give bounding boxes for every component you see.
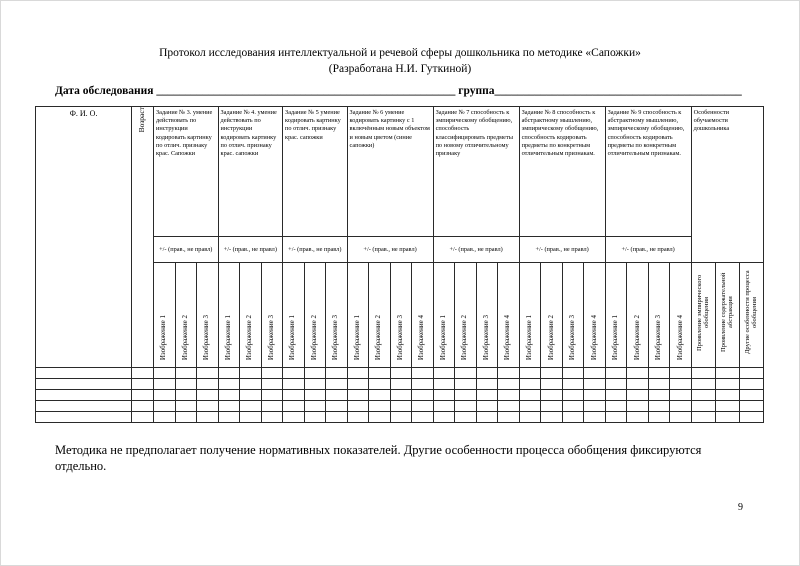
empty-cell xyxy=(412,379,434,390)
empty-cell xyxy=(218,412,240,423)
header-row xyxy=(36,107,764,237)
image-label: Изображение 2 xyxy=(632,314,641,360)
empty-cell xyxy=(175,379,197,390)
empty-cell xyxy=(498,390,520,401)
image-label-cell xyxy=(347,263,369,368)
empty-cell xyxy=(154,412,176,423)
empty-cell xyxy=(154,368,176,379)
empty-cell xyxy=(36,368,132,379)
empty-cell xyxy=(412,401,434,412)
empty-cell xyxy=(36,379,132,390)
empty-data-row xyxy=(36,412,764,423)
image-label: Изображение 1 xyxy=(525,314,533,360)
empty-cell xyxy=(132,379,154,390)
image-label-cell xyxy=(433,263,455,368)
empty-cell xyxy=(648,390,670,401)
empty-cell xyxy=(36,401,132,412)
empty-data-row xyxy=(36,379,764,390)
empty-cell xyxy=(627,379,649,390)
empty-cell xyxy=(240,379,262,390)
empty-cell xyxy=(197,379,219,390)
empty-cell xyxy=(283,390,305,401)
empty-cell xyxy=(283,379,305,390)
empty-cell xyxy=(132,368,154,379)
empty-cell xyxy=(498,379,520,390)
page-subtitle: (Разработана Н.И. Гуткиной) xyxy=(328,63,472,75)
empty-cell xyxy=(562,390,584,401)
empty-cell xyxy=(347,390,369,401)
group-blank-line: ___________________________________________ xyxy=(494,85,742,97)
empty-cell xyxy=(390,412,412,423)
empty-cell xyxy=(584,412,606,423)
image-label: Изображение 3 xyxy=(568,314,576,360)
empty-cell xyxy=(541,390,563,401)
empty-cell xyxy=(240,390,262,401)
image-label: Изображение 1 xyxy=(438,314,447,360)
age-header-cell xyxy=(132,107,154,368)
empty-cell xyxy=(283,412,305,423)
empty-cell xyxy=(691,401,715,412)
empty-cell xyxy=(132,412,154,423)
empty-cell xyxy=(541,412,563,423)
empty-cell xyxy=(584,390,606,401)
image-label: Изображение 3 xyxy=(395,314,404,360)
empty-cell xyxy=(715,379,739,390)
empty-cell xyxy=(390,368,412,379)
empty-cell xyxy=(412,368,434,379)
image-label: Изображение 2 xyxy=(180,314,189,360)
empty-cell xyxy=(691,379,715,390)
empty-cell xyxy=(175,390,197,401)
image-label: Изображение 2 xyxy=(374,314,383,360)
empty-cell xyxy=(739,401,763,412)
empty-cell xyxy=(304,412,326,423)
empty-cell xyxy=(261,390,283,401)
empty-cell xyxy=(605,401,627,412)
empty-cell xyxy=(433,390,455,401)
plusminus-cell-task-9: +/- (прав., не правл) xyxy=(605,237,691,263)
empty-cell xyxy=(739,368,763,379)
empty-cell xyxy=(519,412,541,423)
image-label: Изображение 3 xyxy=(266,314,275,360)
image-label: Изображение 1 xyxy=(223,314,232,360)
protocol-table-body xyxy=(36,107,764,423)
image-label-cell xyxy=(283,263,305,368)
empty-cell xyxy=(326,390,348,401)
empty-cell xyxy=(304,379,326,390)
empty-cell xyxy=(627,368,649,379)
empty-cell xyxy=(283,401,305,412)
empty-cell xyxy=(648,401,670,412)
feature-column-label: Проявление содержательной абстракции xyxy=(720,272,735,353)
empty-cell xyxy=(670,379,692,390)
plusminus-cell-task-5: +/- (прав., не правл) xyxy=(283,237,348,263)
image-label-cell xyxy=(154,263,176,368)
group-label: группа xyxy=(455,85,495,97)
image-label: Изображение 4 xyxy=(675,314,684,360)
empty-cell xyxy=(627,401,649,412)
empty-cell xyxy=(390,401,412,412)
image-label: Изображение 1 xyxy=(159,314,168,360)
empty-cell xyxy=(455,390,477,401)
image-label: Изображение 2 xyxy=(309,314,318,360)
image-label: Изображение 2 xyxy=(245,314,254,360)
image-label-cell xyxy=(627,263,649,368)
image-label-cell xyxy=(541,263,563,368)
empty-cell xyxy=(197,412,219,423)
empty-cell xyxy=(605,412,627,423)
empty-cell xyxy=(132,401,154,412)
empty-cell xyxy=(347,379,369,390)
task-4-label: Задание № 4. умение действовать по инструкции кодировать картинку по отлич. признаку крас. сапожки xyxy=(220,109,277,157)
image-label: Изображение 4 xyxy=(417,314,426,360)
fio-header-label: Ф. И. О. xyxy=(69,109,98,118)
empty-cell xyxy=(691,368,715,379)
date-group-line xyxy=(55,85,775,97)
footer-note: Методика не предполагает получение нормативных показателей. Другие особенности процесса обобщения фиксируются отдельно. xyxy=(55,443,702,474)
empty-cell xyxy=(455,379,477,390)
image-label: Изображение 2 xyxy=(460,314,469,360)
empty-cell xyxy=(476,390,498,401)
image-label-cell xyxy=(412,263,434,368)
empty-cell xyxy=(476,401,498,412)
date-label: Дата обследования xyxy=(55,85,154,97)
task-6-header-cell xyxy=(347,107,433,237)
image-label-cell xyxy=(197,263,219,368)
image-label-cell xyxy=(498,263,520,368)
image-label-cell xyxy=(562,263,584,368)
empty-cell xyxy=(433,379,455,390)
empty-cell xyxy=(541,368,563,379)
empty-cell xyxy=(519,401,541,412)
task-7-header-cell xyxy=(433,107,519,237)
empty-cell xyxy=(218,401,240,412)
empty-cell xyxy=(218,368,240,379)
empty-cell xyxy=(739,390,763,401)
protocol-table xyxy=(35,106,764,423)
empty-data-row xyxy=(36,368,764,379)
empty-cell xyxy=(175,368,197,379)
empty-cell xyxy=(412,412,434,423)
image-label-cell xyxy=(304,263,326,368)
empty-cell xyxy=(455,401,477,412)
empty-cell xyxy=(433,401,455,412)
empty-cell xyxy=(670,368,692,379)
image-label: Изображение 3 xyxy=(202,314,211,360)
empty-cell xyxy=(240,401,262,412)
plusminus-cell-task-3: +/- (прав., не правл) xyxy=(154,237,219,263)
empty-cell xyxy=(369,368,391,379)
task-8-label: Задание № 8 способность к абстрактному мышлению, эмпирическому обобщению, способность кодировать предметы по конкретным отличительным признакам. xyxy=(521,109,599,157)
empty-cell xyxy=(648,412,670,423)
empty-cell xyxy=(390,390,412,401)
empty-cell xyxy=(562,412,584,423)
empty-cell xyxy=(584,379,606,390)
empty-cell xyxy=(261,368,283,379)
task-4-header-cell xyxy=(218,107,283,237)
empty-data-row xyxy=(36,401,764,412)
empty-cell xyxy=(218,379,240,390)
image-label: Изображение 1 xyxy=(352,314,361,360)
empty-cell xyxy=(175,401,197,412)
empty-cell xyxy=(283,368,305,379)
empty-cell xyxy=(240,412,262,423)
empty-cell xyxy=(498,401,520,412)
empty-cell xyxy=(326,368,348,379)
empty-cell xyxy=(715,412,739,423)
image-label-cell xyxy=(519,263,541,368)
page-number: 9 xyxy=(738,502,743,513)
task-5-header-cell xyxy=(283,107,348,237)
task-7-label: Задание № 7 способность к эмпирическому обобщению, способность классифицировать предметы по новому отличительному признаку xyxy=(435,109,513,157)
empty-cell xyxy=(175,412,197,423)
empty-cell xyxy=(541,401,563,412)
image-label-cell xyxy=(390,263,412,368)
plusminus-cell-task-4: +/- (прав., не правл) xyxy=(218,237,283,263)
empty-cell xyxy=(715,390,739,401)
feature-column-cell xyxy=(691,263,715,368)
empty-cell xyxy=(154,379,176,390)
empty-cell xyxy=(197,368,219,379)
image-label: Изображение 4 xyxy=(589,314,598,360)
image-label: Изображение 3 xyxy=(331,314,340,360)
task-3-header-cell xyxy=(154,107,219,237)
empty-cell xyxy=(519,390,541,401)
empty-cell xyxy=(326,379,348,390)
empty-cell xyxy=(739,379,763,390)
empty-cell xyxy=(326,401,348,412)
empty-cell xyxy=(304,390,326,401)
empty-cell xyxy=(519,379,541,390)
page-title: Протокол исследования интеллектуальной и речевой сферы дошкольника по методике «Сапожки» xyxy=(159,47,641,59)
feature-column-label: Другие особенности процесса обобщения xyxy=(744,270,759,355)
image-label: Изображение 4 xyxy=(503,314,512,360)
empty-cell xyxy=(648,379,670,390)
empty-cell xyxy=(261,412,283,423)
plusminus-cell-task-7: +/- (прав., не правл) xyxy=(433,237,519,263)
empty-cell xyxy=(261,379,283,390)
empty-cell xyxy=(605,368,627,379)
empty-cell xyxy=(369,379,391,390)
image-label: Изображение 1 xyxy=(611,314,620,360)
empty-cell xyxy=(584,368,606,379)
task-3-label: Задание № 3. умение действовать по инструкции кодировать картинку по отлич. признаку крас. Сапожки xyxy=(156,109,213,157)
empty-cell xyxy=(498,412,520,423)
image-label: Изображение 3 xyxy=(481,314,490,360)
task-9-header-cell xyxy=(605,107,691,237)
empty-cell xyxy=(304,401,326,412)
image-label-cell xyxy=(455,263,477,368)
empty-cell xyxy=(498,368,520,379)
date-blank-line: ____________________________________________________ xyxy=(156,85,456,97)
empty-cell xyxy=(670,412,692,423)
empty-cell xyxy=(261,401,283,412)
fio-header-cell xyxy=(36,107,132,368)
empty-cell xyxy=(36,390,132,401)
empty-cell xyxy=(132,390,154,401)
plusminus-cell-task-6: +/- (прав., не правл) xyxy=(347,237,433,263)
empty-cell xyxy=(715,401,739,412)
features-header-cell xyxy=(691,107,763,263)
task-6-label: Задание № 6 умение кодировать картинку с 1 включённым новым объектом и новым цветом (синие сапожки) xyxy=(349,109,430,149)
empty-cell xyxy=(347,401,369,412)
empty-cell xyxy=(455,412,477,423)
empty-cell xyxy=(519,368,541,379)
empty-cell xyxy=(605,379,627,390)
empty-data-row xyxy=(36,390,764,401)
empty-cell xyxy=(369,390,391,401)
empty-cell xyxy=(390,379,412,390)
image-label-cell xyxy=(240,263,262,368)
empty-cell xyxy=(739,412,763,423)
features-header-label: Особенности обучаемости дошкольника xyxy=(693,109,730,133)
task-9-label: Задание № 9 способность к абстрактному мышлению, эмпирическому обобщению, способность кодировать предметы по конкретным отличительным признакам. xyxy=(607,109,685,157)
task-5-label: Задание № 5 умение кодировать картинку по отлич. признаку крас. сапожки xyxy=(285,109,341,141)
empty-cell xyxy=(218,390,240,401)
plusminus-cell-task-8: +/- (прав., не правл) xyxy=(519,237,605,263)
empty-cell xyxy=(541,379,563,390)
image-label: Изображение 3 xyxy=(654,314,663,360)
empty-cell xyxy=(476,379,498,390)
empty-cell xyxy=(412,390,434,401)
empty-cell xyxy=(670,401,692,412)
empty-cell xyxy=(584,401,606,412)
feature-column-cell xyxy=(739,263,763,368)
image-label-cell xyxy=(261,263,283,368)
empty-cell xyxy=(347,368,369,379)
empty-cell xyxy=(433,412,455,423)
feature-column-cell xyxy=(715,263,739,368)
empty-cell xyxy=(455,368,477,379)
image-label-cell xyxy=(175,263,197,368)
age-header-label: Возраст xyxy=(137,107,147,133)
image-label: Изображение 2 xyxy=(546,314,555,360)
empty-cell xyxy=(562,368,584,379)
empty-cell xyxy=(476,412,498,423)
empty-cell xyxy=(715,368,739,379)
image-label-cell xyxy=(584,263,606,368)
image-label-cell xyxy=(605,263,627,368)
empty-cell xyxy=(562,401,584,412)
image-label-cell xyxy=(670,263,692,368)
empty-cell xyxy=(240,368,262,379)
image-label-cell xyxy=(218,263,240,368)
empty-cell xyxy=(369,401,391,412)
image-label: Изображение 1 xyxy=(288,314,297,360)
empty-cell xyxy=(605,390,627,401)
image-label-cell xyxy=(326,263,348,368)
task-8-header-cell xyxy=(519,107,605,237)
empty-cell xyxy=(670,390,692,401)
empty-cell xyxy=(562,379,584,390)
empty-cell xyxy=(154,390,176,401)
empty-cell xyxy=(476,368,498,379)
empty-cell xyxy=(627,412,649,423)
empty-cell xyxy=(197,401,219,412)
empty-cell xyxy=(197,390,219,401)
empty-cell xyxy=(304,368,326,379)
empty-cell xyxy=(347,412,369,423)
empty-cell xyxy=(433,368,455,379)
image-label-cell xyxy=(648,263,670,368)
empty-cell xyxy=(36,412,132,423)
empty-cell xyxy=(691,412,715,423)
empty-cell xyxy=(648,368,670,379)
empty-cell xyxy=(326,412,348,423)
empty-cell xyxy=(691,390,715,401)
feature-column-label: Проявление эмпирического обобщения xyxy=(696,274,711,351)
empty-cell xyxy=(369,412,391,423)
image-label-cell xyxy=(476,263,498,368)
empty-cell xyxy=(627,390,649,401)
empty-cell xyxy=(154,401,176,412)
image-label-cell xyxy=(369,263,391,368)
